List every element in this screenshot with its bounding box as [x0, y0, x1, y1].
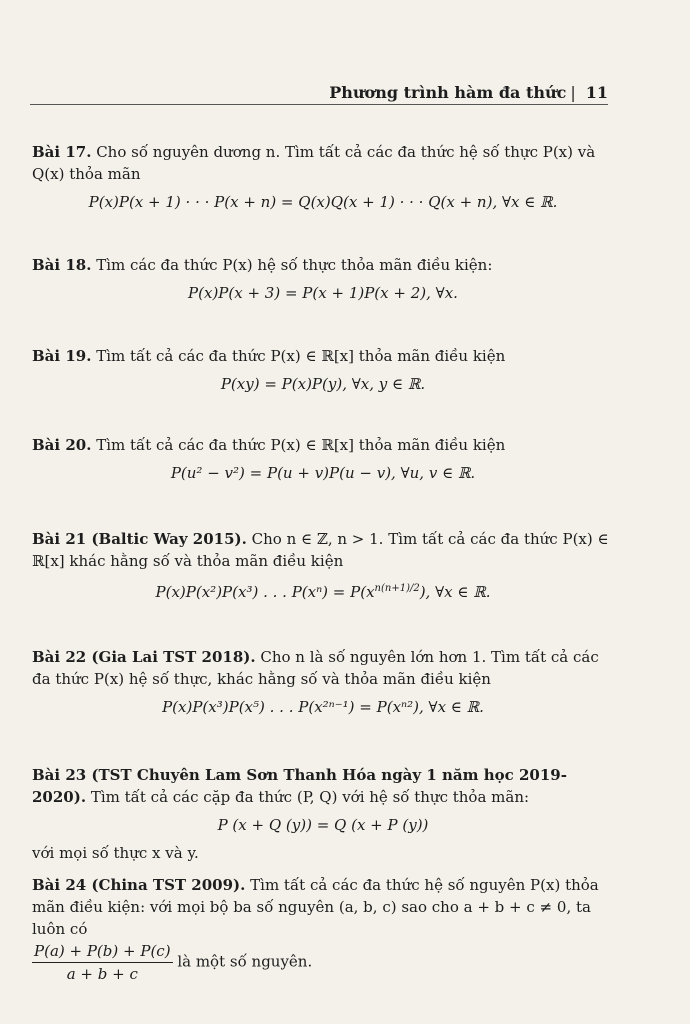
- problem-formula: P (x + Q (y)) = Q (x + P (y)): [217, 816, 429, 834]
- formula-main: P(x)P(x²)P(x³) . . . P(xⁿ) = P(x: [155, 583, 375, 601]
- problem-text: Cho n ∈ ℤ, n > 1. Tìm tất cả các đa thức P(x) ∈ ℝ[x] khác hằng số và thỏa mãn điều kiện: [32, 530, 609, 570]
- problem-text: Tìm tất cả các đa thức P(x) ∈ ℝ[x] thỏa mãn điều kiện: [96, 436, 506, 454]
- problem-17: [32, 141, 614, 219]
- problem-22: [32, 646, 614, 724]
- problem-20: [32, 434, 614, 490]
- problem-label: Bài 19.: [32, 347, 92, 365]
- problem-text: Cho số nguyên dương n. Tìm tất cả các đa thức hệ số thực P(x) và Q(x) thỏa mãn: [32, 143, 596, 183]
- problem-label: Bài 17.: [32, 143, 92, 161]
- problem-text: Tìm các đa thức P(x) hệ số thực thỏa mãn điều kiện:: [96, 256, 493, 274]
- problem-19: [32, 345, 614, 401]
- problem-label: Bài 23 (TST Chuyên Lam Sơn Thanh Hóa ngày 1 năm học 2019-2020).: [32, 766, 567, 806]
- formula-exponent: n(n+1)/2: [374, 583, 420, 594]
- formula-end: ), ∀x ∈ ℝ.: [419, 583, 491, 601]
- header-rule: [30, 104, 608, 105]
- problem-formula: P(x)P(x + 1) · · · P(x + n) = Q(x)Q(x + 1) · · · Q(x + n), ∀x ∈ ℝ.: [88, 193, 558, 211]
- problem-label: Bài 21 (Baltic Way 2015).: [32, 530, 247, 548]
- fraction-denominator: a + b + c: [66, 965, 138, 983]
- problem-label: Bài 18.: [32, 256, 92, 274]
- problem-formula: P(xy) = P(x)P(y), ∀x, y ∈ ℝ.: [220, 375, 426, 393]
- problem-24: [32, 874, 614, 985]
- fraction: [32, 940, 173, 985]
- problem-after: với mọi số thực x và y.: [32, 844, 199, 862]
- problem-text: Tìm tất cả các đa thức hệ số nguyên P(x) thỏa mãn điều kiện: với mọi bộ ba số nguyên (a, b, c) sao cho a + b + c ≠ 0, ta luôn có: [32, 876, 599, 938]
- problem-formula: P(u² − v²) = P(u + v)P(u − v), ∀u, v ∈ ℝ.: [170, 464, 476, 482]
- problem-text: Cho n là số nguyên lớn hơn 1. Tìm tất cả các đa thức P(x) hệ số thực, khác hằng số và thỏa mãn điều kiện: [32, 648, 599, 688]
- problem-formula: [32, 578, 614, 603]
- problem-label: Bài 22 (Gia Lai TST 2018).: [32, 648, 256, 666]
- problem-formula: P(x)P(x³)P(x⁵) . . . P(x²ⁿ⁻¹) = P(xⁿ²), ∀x ∈ ℝ.: [162, 698, 484, 716]
- problem-text: Tìm tất cả các đa thức P(x) ∈ ℝ[x] thỏa mãn điều kiện: [96, 347, 506, 365]
- page-number: 11: [585, 82, 608, 102]
- header-title: Phương trình hàm đa thức: [329, 82, 567, 102]
- running-header: [30, 80, 608, 104]
- problem-21: [32, 528, 614, 609]
- problem-after: là một số nguyên.: [177, 952, 313, 971]
- problem-label: Bài 20.: [32, 436, 92, 454]
- problem-23: [32, 764, 614, 864]
- fraction-numerator: P(a) + P(b) + P(c): [32, 940, 173, 963]
- header-separator: |: [570, 82, 576, 102]
- problem-text: Tìm tất cả các cặp đa thức (P, Q) với hệ số thực thỏa mãn:: [90, 788, 530, 806]
- problem-label: Bài 24 (China TST 2009).: [32, 876, 246, 894]
- problem-formula: P(x)P(x + 3) = P(x + 1)P(x + 2), ∀x.: [188, 284, 458, 302]
- problem-18: [32, 254, 614, 310]
